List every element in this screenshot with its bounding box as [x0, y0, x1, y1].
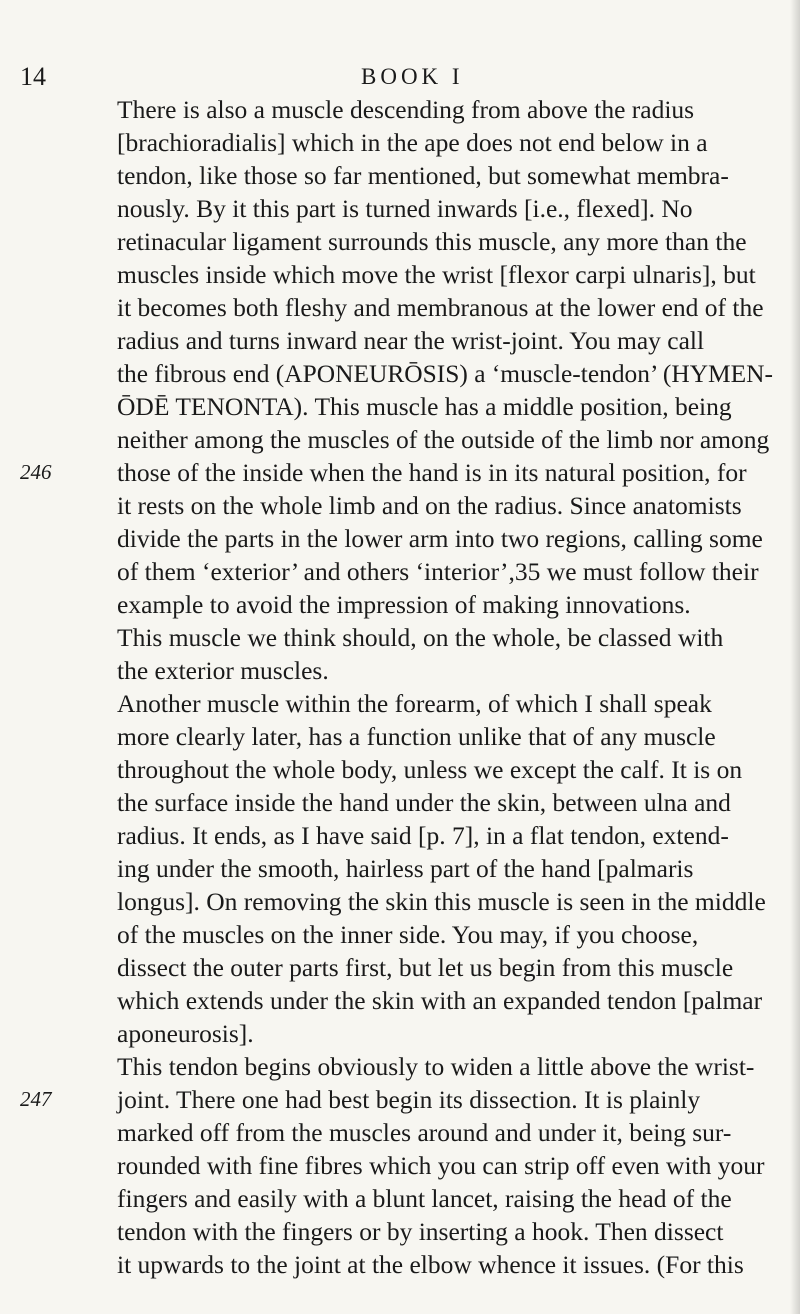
- text-line: rounded with fine fibres which you can strip off even with your: [117, 1151, 765, 1180]
- text-line: throughout the whole body, unless we except the calf. It is on: [117, 755, 743, 784]
- text-line: 247 joint. There one had best begin its dissection. It is plainly: [20, 1085, 701, 1114]
- text-line: tendon, like those so far mentioned, but somewhat membra-: [117, 161, 729, 190]
- text-line: 246 those of the inside when the hand is in its natural position, for: [20, 458, 747, 487]
- text-line: it upwards to the joint at the elbow whence it issues. (For this: [117, 1250, 744, 1279]
- text-line: radius. It ends, as I have said [p. 7], in a flat tendon, extend-: [117, 821, 729, 850]
- text-line: of the muscles on the inner side. You may, if you choose,: [117, 920, 699, 949]
- text-line: There is also a muscle descending from above the radius: [117, 95, 695, 124]
- text-line: Another muscle within the forearm, of which I shall speak: [117, 689, 712, 718]
- text-line: retinacular ligament surrounds this muscle, any more than the: [117, 227, 747, 256]
- text-line: example to avoid the impression of making innovations.: [117, 590, 691, 619]
- running-title: BOOK I: [361, 64, 464, 89]
- page-edge-shadow: [790, 0, 800, 1314]
- text-line: neither among the muscles of the outside of the limb nor among: [117, 425, 770, 454]
- text-line: the fibrous end (APONEURŌSIS) a ‘muscle-tendon’ (HYMEN-: [117, 359, 773, 388]
- text-line: This muscle we think should, on the whole, be classed with: [117, 623, 724, 652]
- text-line: more clearly later, has a function unlike that of any muscle: [117, 722, 716, 751]
- text-line: radius and turns inward near the wrist-joint. You may call: [117, 326, 705, 355]
- text-line: dissect the outer parts first, but let us begin from this muscle: [117, 953, 734, 982]
- text-line: This tendon begins obviously to widen a little above the wrist-: [117, 1052, 755, 1081]
- text-line: the surface inside the hand under the skin, between ulna and: [117, 788, 731, 817]
- text-line: muscles inside which move the wrist [flexor carpi ulnaris], but: [117, 260, 756, 289]
- body-text: [20, 93, 773, 1281]
- text-line: fingers and easily with a blunt lancet, raising the head of the: [117, 1184, 732, 1213]
- text-line: which extends under the skin with an expanded tendon [palmar: [117, 986, 763, 1015]
- text-line: nously. By it this part is turned inwards [i.e., flexed]. No: [117, 194, 693, 223]
- text-line: marked off from the muscles around and under it, being sur-: [117, 1118, 732, 1147]
- page-number: 14: [20, 62, 46, 91]
- text-line: divide the parts in the lower arm into two regions, calling some: [117, 524, 763, 553]
- text-line: it rests on the whole limb and on the radius. Since anatomists: [117, 491, 742, 520]
- text-line: [brachioradialis] which in the ape does not end below in a: [117, 128, 708, 157]
- text-line: longus]. On removing the skin this muscle is seen in the middle: [117, 887, 766, 916]
- text-line: ing under the smooth, hairless part of the hand [palmaris: [117, 854, 694, 883]
- margin-number: 247: [20, 1087, 52, 1111]
- text-line: aponeurosis].: [117, 1019, 254, 1048]
- text-line: it becomes both fleshy and membranous at the lower end of the: [117, 293, 764, 322]
- text-line: ŌDĒ TENONTA). This muscle has a middle position, being: [117, 392, 732, 421]
- text-line: of them ‘exterior’ and others ‘interior’,35 we must follow their: [117, 557, 759, 586]
- text-line: tendon with the fingers or by inserting a hook. Then dissect: [117, 1217, 724, 1246]
- margin-number: 246: [20, 460, 52, 484]
- text-line: the exterior muscles.: [117, 656, 329, 685]
